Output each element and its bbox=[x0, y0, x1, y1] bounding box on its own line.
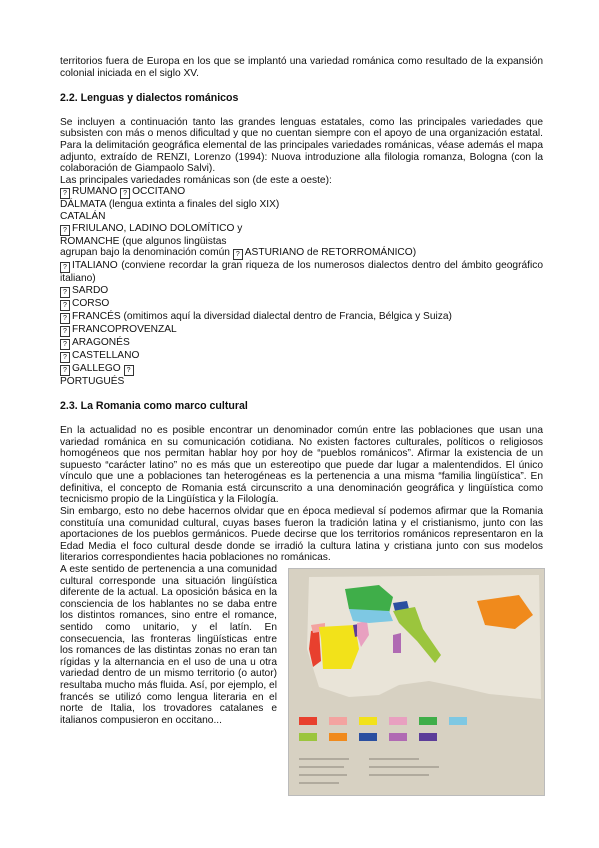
text-with-map bbox=[60, 564, 543, 726]
list-item: ? FRIULANO, LADINO DOLOMÍTICO y bbox=[60, 223, 543, 236]
list-item: agrupan bajo la denominación común ? ASTURIANO de RETORROMÁNICO) bbox=[60, 247, 417, 259]
list-item: ? RUMANO ? OCCITANO bbox=[60, 186, 543, 199]
missing-glyph-icon: ? bbox=[60, 188, 70, 199]
missing-glyph-icon: ? bbox=[60, 287, 70, 298]
list-item: ? CASTELLANO bbox=[60, 350, 543, 363]
list-item: PORTUGUÉS bbox=[60, 375, 125, 387]
map-image bbox=[289, 569, 544, 795]
section-2-3-title: 2.3. La Romania como marco cultural bbox=[60, 400, 248, 413]
missing-glyph-icon: ? bbox=[60, 326, 70, 337]
missing-glyph-icon: ? bbox=[60, 225, 70, 236]
list-item: ? CORSO bbox=[60, 298, 543, 311]
missing-glyph-icon: ? bbox=[60, 365, 70, 376]
list-item: DÁLMATA (lengua extinta a finales del siglo XIX) bbox=[60, 199, 280, 211]
list-item: ? FRANCÉS (omitimos aquí la diversidad dialectal dentro de Francia, Bélgica y Suiza) bbox=[60, 311, 543, 324]
list-item: ? ARAGONÉS bbox=[60, 337, 543, 350]
variety-lead: Las principales variedades románicas son (de este a oeste): bbox=[60, 174, 332, 186]
list-item: ? SARDO bbox=[60, 285, 543, 298]
list-item: CATALÁN bbox=[60, 210, 106, 222]
section-2-2-paragraph: Se incluyen a continuación tanto las grandes lenguas estatales, como las principales variedades que subsisten con más o menos dificultad y que no cuentan siempre con el apoyo de una organización estatal. Para la delimitación geográfica elemental de las principales variedades románicas, véase además el mapa adjunto, extraído de RENZI, Lorenzo (1994): Nuova introduzione alla filologia romanza, Bologna (con la colaboración de Giampaolo Salvi). bbox=[60, 116, 543, 175]
section-2-3-paragraph-1: En la actualidad no es posible encontrar un denominador común entre las poblaciones que usan una variedad románica en su comunicación cotidiana. No existen factores culturales, políticos o religiosos homogéneos que nos permitan hablar hoy por hoy de “pueblos románicos”. Afirmar la existencia de un supuesto “carácter latino” no es más que un estereotipo que puede dar lugar a malentendidos. El único vínculo que une a poblaciones tan heterogéneas es la pertenencia a una misma “familia lingüística”. En definitiva, el concepto de Romania está circunscrito a una denominación geográfica y lingüística como tecnicismo propio de la Lingüística y la Filología. bbox=[60, 424, 543, 506]
list-item: ? GALLEGO ? bbox=[60, 363, 543, 376]
romance-languages-map bbox=[288, 568, 545, 796]
page bbox=[60, 56, 543, 726]
intro-paragraph: territorios fuera de Europa en los que se implantó una variedad románica como resultado de la expansión colonial iniciada en el siglo XV. bbox=[60, 56, 543, 79]
missing-glyph-icon: ? bbox=[120, 188, 130, 199]
section-2-2-title: 2.2. Lenguas y dialectos románicos bbox=[60, 92, 239, 105]
missing-glyph-icon: ? bbox=[60, 300, 70, 311]
section-2-3-paragraph-2: Sin embargo, esto no debe hacernos olvidar que en época medieval sí podemos afirmar que la Romania constituía una comunidad cultural, cuyas bases fueron la tradición latina y el cristianismo, junto con las aportaciones de los pueblos germánicos. Puede decirse que los territorios románicos representaron en la Edad Media el foco cultural desde donde se irradió la cultura latina y cristiana junto con sus modelos literarios correspondientes hacia poblaciones no románicas. bbox=[60, 506, 543, 564]
missing-glyph-icon: ? bbox=[233, 249, 243, 260]
missing-glyph-icon: ? bbox=[60, 352, 70, 363]
missing-glyph-icon: ? bbox=[60, 262, 70, 273]
missing-glyph-icon: ? bbox=[60, 313, 70, 324]
section-2-3-paragraph-3: A este sentido de pertenencia a una comunidad cultural corresponde una situación lingüística diferente de la actual. La oposición básica en la consciencia de los hablantes no se daba entre los distintos romances, sino entre el romance, sentido como unitario, y el latín. En consecuencia, las fronteras lingüísticas entre los romances de las distintas zonas no eran tan rígidas y la alternancia en el uso de una u otra variedad dentro de un mismo territorio (o autor) resultaba mucho más fluida. Así, por ejemplo, el francés se utilizó como lengua literaria en el norte de Italia, los trovadores catalanes e italianos compusieron en occitano... bbox=[60, 564, 277, 726]
missing-glyph-icon: ? bbox=[124, 365, 134, 376]
missing-glyph-icon: ? bbox=[60, 339, 70, 350]
list-item: ROMANCHE (que algunos lingüistas bbox=[60, 235, 227, 247]
list-item: ? FRANCOPROVENZAL bbox=[60, 324, 543, 337]
list-item: ? ITALIANO (conviene recordar la gran riqueza de los numerosos dialectos dentro del ámbito geográfico italiano) bbox=[60, 260, 543, 285]
variety-list bbox=[60, 186, 543, 387]
